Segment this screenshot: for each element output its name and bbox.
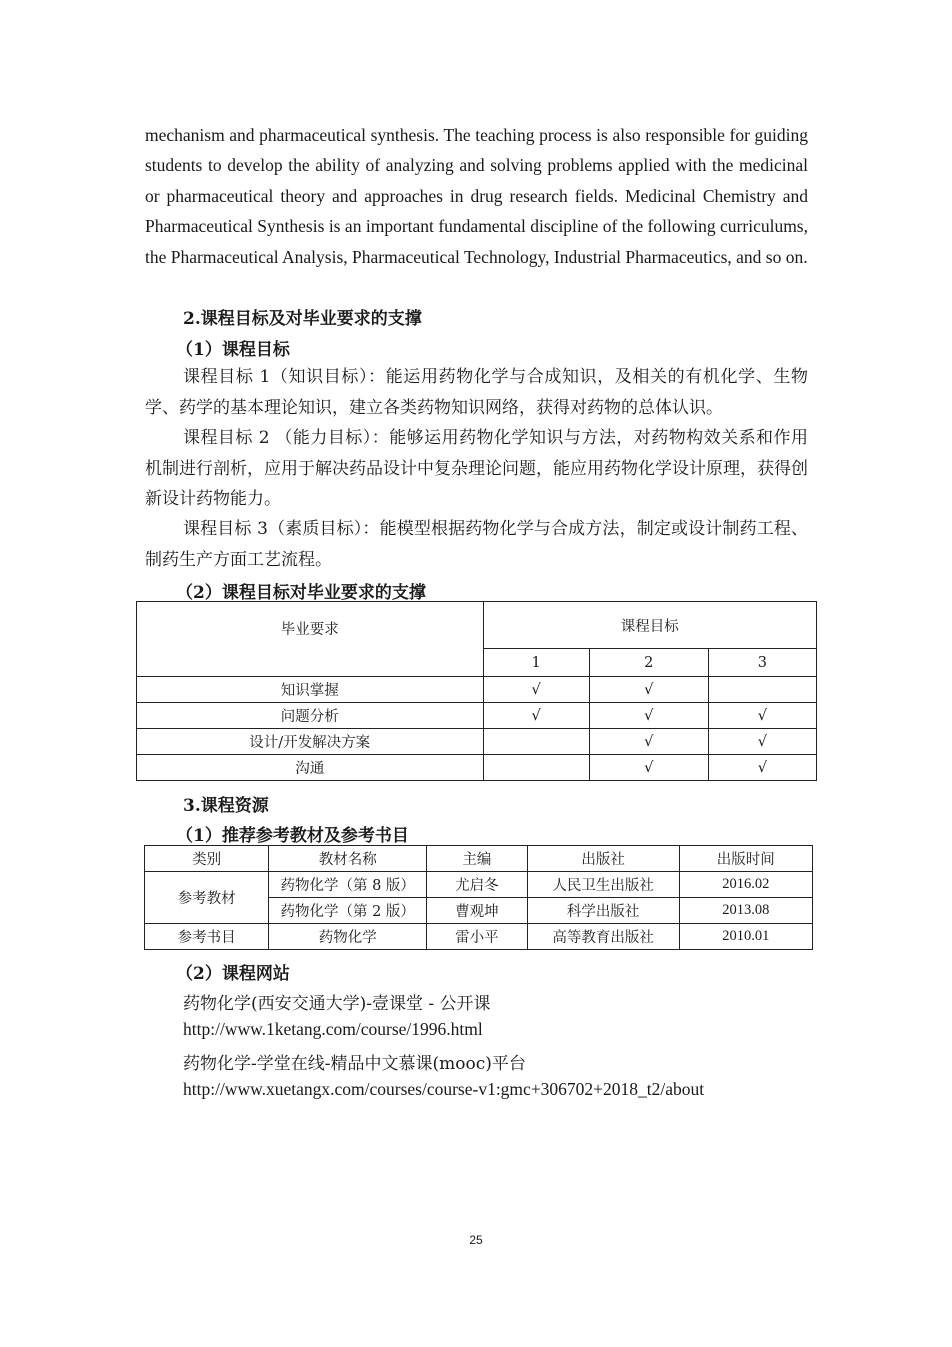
- col-goals-header: 课程目标: [483, 602, 817, 649]
- book-name-cell: 药物化学（第 8 版）: [269, 872, 427, 898]
- check-cell: √: [589, 755, 708, 781]
- table-row: [137, 729, 817, 755]
- table-row: [137, 755, 817, 781]
- goal2-paragraph: 课程目标 2 （能力目标）：能够运用药物化学知识与方法，对药物构效关系和作用机制进行剖析，应用于解决药品设计中复杂理论问题，能应用药物化学设计原理，获得创新设计药物能力。: [145, 428, 808, 509]
- intro-paragraph: mechanism and pharmaceutical synthesis. The teaching process is also responsible for guiding students to develop the ability of analyzing and solving problems applied with the medicinal or pharmaceutical theory and approaches in drug research fields. Medicinal Chemistry and Pharmaceutical Synthesis is an important fundamental discipline of the following curriculums, the Pharmaceutical Analysis, Pharmaceutical Technology, Industrial Pharmaceutics, and so on.: [145, 125, 808, 267]
- header-name: 教材名称: [269, 846, 427, 872]
- goal1-paragraph: 课程目标 1（知识目标）：能运用药物化学与合成知识，及相关的有机化学、生物学、药学的基本理论知识，建立各类药物知识网络，获得对药物的总体认识。: [145, 367, 808, 418]
- site1-title: 药物化学(西安交通大学)-壹课堂 - 公开课: [183, 994, 491, 1014]
- table-row: [145, 924, 813, 950]
- check-cell: √: [708, 729, 816, 755]
- goal-number: 3: [708, 649, 816, 677]
- section2-title: 2.课程目标及对毕业要求的支撑: [183, 309, 422, 329]
- goal-number: 1: [483, 649, 589, 677]
- editor-cell: 雷小平: [427, 924, 527, 950]
- editor-cell: 曹观坤: [427, 898, 527, 924]
- table-row: [145, 872, 813, 898]
- check-cell: [483, 755, 589, 781]
- publisher-cell: 高等教育出版社: [527, 924, 679, 950]
- page-number: 25: [469, 1233, 483, 1247]
- check-cell: √: [708, 755, 816, 781]
- site1-url[interactable]: http://www.1ketang.com/course/1996.html: [183, 1019, 483, 1039]
- support-subtitle: （2）课程目标对毕业要求的支撑: [176, 583, 426, 603]
- check-cell: √: [708, 703, 816, 729]
- publisher-cell: 人民卫生出版社: [527, 872, 679, 898]
- course-goals-subtitle: （1）课程目标: [176, 340, 290, 360]
- check-cell: [708, 677, 816, 703]
- col-requirement-header: 毕业要求: [137, 602, 484, 677]
- books-table: [144, 845, 813, 950]
- table-row: [137, 703, 817, 729]
- site2-url[interactable]: http://www.xuetangx.com/courses/course-v1:gmc+306702+2018_t2/about: [183, 1079, 705, 1099]
- requirement-cell: 知识掌握: [137, 677, 484, 703]
- editor-cell: 尤启冬: [427, 872, 527, 898]
- check-cell: [483, 729, 589, 755]
- websites-subtitle: （2）课程网站: [176, 964, 290, 984]
- check-cell: √: [483, 703, 589, 729]
- publisher-cell: 科学出版社: [527, 898, 679, 924]
- section3-title: 3.课程资源: [183, 796, 269, 816]
- requirement-cell: 设计/开发解决方案: [137, 729, 484, 755]
- goal3-paragraph: 课程目标 3（素质目标）：能模型根据药物化学与合成方法，制定或设计制药工程、制药生产方面工艺流程。: [145, 519, 808, 570]
- header-category: 类别: [145, 846, 269, 872]
- header-editor: 主编: [427, 846, 527, 872]
- table-row: [137, 677, 817, 703]
- site2-title: 药物化学-学堂在线-精品中文慕课(mooc)平台: [183, 1054, 526, 1074]
- books-subtitle: （1）推荐参考教材及参考书目: [176, 826, 409, 846]
- date-cell: 2016.02: [679, 872, 812, 898]
- header-date: 出版时间: [679, 846, 812, 872]
- check-cell: √: [589, 729, 708, 755]
- check-cell: √: [483, 677, 589, 703]
- check-cell: √: [589, 703, 708, 729]
- book-name-cell: 药物化学（第 2 版）: [269, 898, 427, 924]
- category-cell: 参考教材: [145, 872, 269, 924]
- support-table: [136, 601, 817, 781]
- date-cell: 2013.08: [679, 898, 812, 924]
- requirement-cell: 沟通: [137, 755, 484, 781]
- book-name-cell: 药物化学: [269, 924, 427, 950]
- date-cell: 2010.01: [679, 924, 812, 950]
- check-cell: √: [589, 677, 708, 703]
- header-publisher: 出版社: [527, 846, 679, 872]
- requirement-cell: 问题分析: [137, 703, 484, 729]
- category-cell: 参考书目: [145, 924, 269, 950]
- goal-number: 2: [589, 649, 708, 677]
